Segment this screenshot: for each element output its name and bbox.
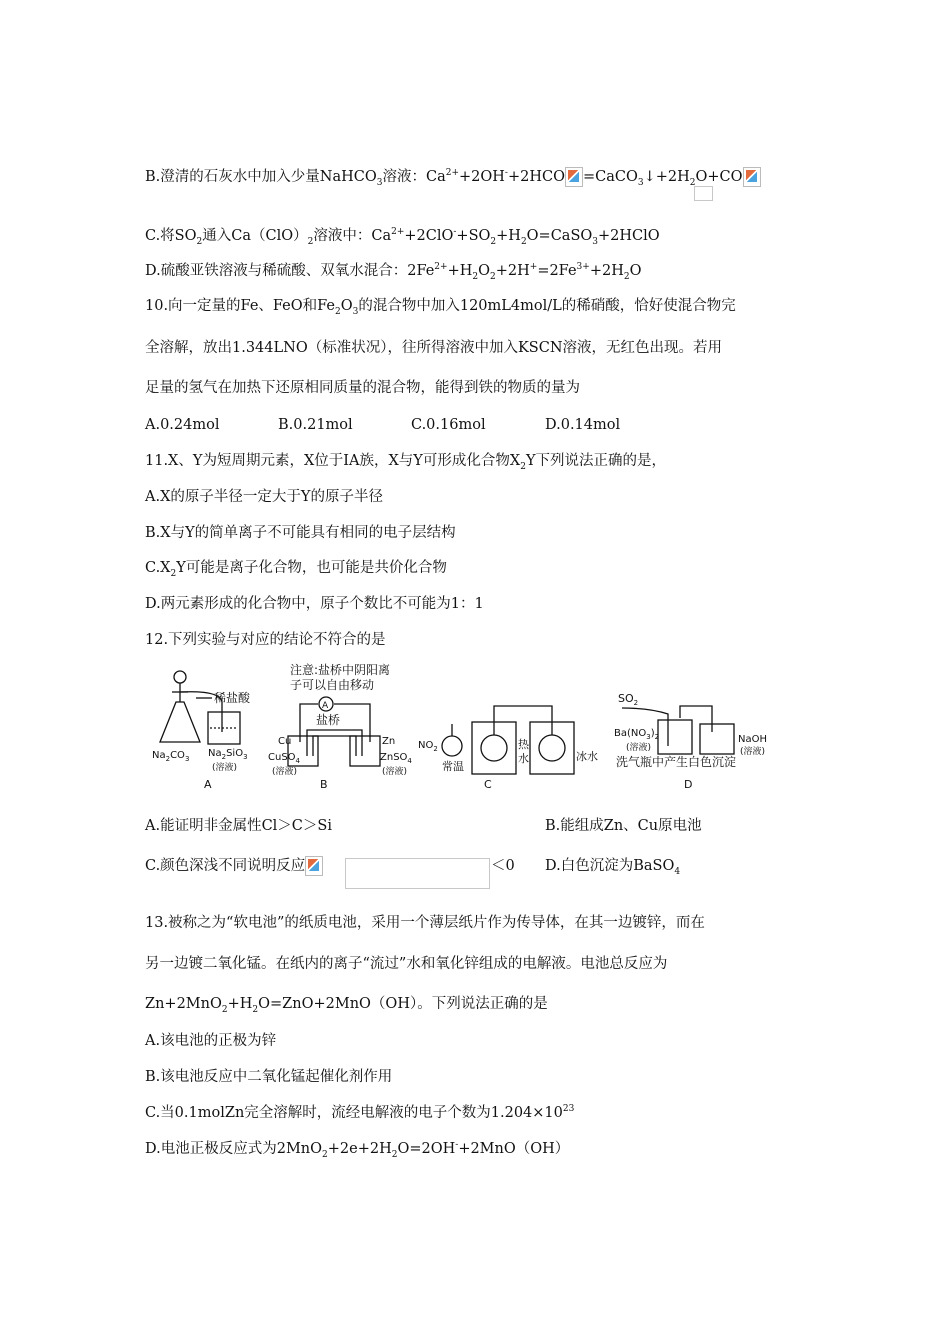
apparatus-a — [152, 671, 251, 791]
experiment-figure — [150, 662, 790, 794]
q13-option-b: B.该电池反应中二氧化锰起催化剂作用 — [145, 1069, 393, 1085]
q12-stem: 12.下列实验与对应的结论不符合的是 — [145, 632, 386, 648]
q13-option-d: D.电池正极反应式为$2MnO_2+2e+2H_2O=2OH^-+2MnO(OH)$ — [145, 1140, 570, 1160]
q11-option-a: A.X的原子半径一定大于Y的原子半径 — [145, 489, 383, 505]
broken-image-icon — [565, 167, 583, 187]
label-a: A — [204, 778, 212, 791]
c-hot-label1: 热 — [518, 738, 529, 751]
q13-stem-line3: $Zn+2MnO_2+H_2O=ZnO+2MnO(OH)$。下列说法正确的是 — [145, 996, 548, 1015]
label-d: D — [684, 778, 693, 791]
apparatus-d — [614, 692, 767, 791]
c-ice-label: 冰水 — [576, 750, 598, 763]
q11-option-b: B.X与Y的简单离子不可能具有相同的电子层结构 — [145, 525, 456, 541]
a-right-label: $Na_2SiO_3$ — [208, 748, 248, 761]
c-roomtemp-label: 常温 — [442, 760, 464, 773]
d-solution-right: (溶液) — [740, 747, 766, 757]
d-ba-label: $Ba(NO_3)_2$ — [614, 728, 660, 741]
apparatus-c — [418, 706, 598, 791]
b-solution-left: (溶液) — [272, 767, 298, 777]
q10-option-d: D.0.14mol — [545, 417, 621, 433]
q10-stem-line3: 足量的氢气在加热下还原相同质量的混合物，能得到铁的物质的量为 — [145, 380, 580, 396]
b-note-line1: 注意:盐桥中阴阳离 — [290, 663, 391, 677]
d-caption: 洗气瓶中产生白色沉淀 — [616, 755, 737, 769]
q11-option-c: $C.X_2Y$可能是离子化合物，也可能是共价化合物 — [145, 560, 447, 579]
b-zn-label: Zn — [382, 736, 396, 747]
q12-option-a: A.能证明非金属性Cl＞C＞Si — [145, 818, 332, 834]
b-bridge-label: 盐桥 — [316, 713, 341, 727]
c-hot-label2: 水 — [518, 752, 529, 765]
label-b: B — [320, 778, 328, 791]
apparatus-b — [268, 662, 412, 791]
q10-option-c: C.0.16mol — [411, 417, 486, 433]
q9-option-c: C.将$SO_2$通入$Ca(ClO)_2$溶液中：$Ca^{2+}+2ClO^-+SO_2+H_2O=CaSO_3+2HClO$ — [145, 227, 660, 247]
q13-stem-line2: 另一边镀二氧化锰。在纸内的离子“流过”水和氧化锌组成的电解液。电池总反应为 — [145, 956, 668, 972]
q9-option-b: B.澄清的石灰水中加入少量NaHCO$_3$溶液：$Ca^{2+}+2OH^-+2HCO$ $=CaCO_3↓+2H_2O+CO$ — [145, 167, 761, 187]
image-placeholder-frame — [345, 858, 490, 889]
q11-stem: 11.X、Y为短周期元素，X位于ⅠA族，X与Y可形成化合物$X_2Y$下列说法正确的是， — [145, 453, 667, 472]
b-meter-label: A — [322, 701, 329, 711]
q12-option-c: C.颜色深浅不同说明反应 — [145, 856, 323, 876]
a-solution-label: (溶液) — [212, 763, 238, 773]
a-left-label: $Na_2CO_3$ — [152, 750, 190, 763]
q12-option-d: D.白色沉淀为BaSO$_4$ — [545, 858, 681, 877]
label-c: C — [484, 778, 492, 791]
q12-option-c-suffix: ＜0 — [491, 858, 515, 874]
q10-stem-line1: 10.向一定量的Fe、FeO和$Fe_2O_3$的混合物中加入120mL4mol/L的稀硝酸，恰好使混合物完 — [145, 298, 736, 317]
b-znso4-label: ZnSO$_4$ — [380, 752, 412, 765]
q13-stem-line1: 13.被称之为“软电池”的纸质电池，采用一个薄层纸片作为传导体，在其一边镀锌，而在 — [145, 915, 705, 931]
q11-option-d: D.两元素形成的化合物中，原子个数比不可能为1：1 — [145, 596, 484, 612]
q10-option-b: B.0.21mol — [278, 417, 353, 433]
q10-stem-line2: 全溶解，放出1.344LNO（标准状况），往所得溶液中加入KSCN溶液，无红色出现。若用 — [145, 340, 723, 356]
c-no2-label: $NO_2$ — [418, 740, 438, 753]
q13-option-a: A.该电池的正极为锌 — [145, 1033, 277, 1049]
b-note-line2: 子可以自由移动 — [290, 678, 375, 692]
broken-image-icon — [305, 856, 323, 876]
broken-image-icon — [743, 167, 761, 187]
q12-option-b: B.能组成Zn、Cu原电池 — [545, 818, 702, 834]
b-cu-label: Cu — [278, 736, 292, 747]
d-solution-left: (溶液) — [626, 743, 652, 753]
q9-option-d: D.硫酸亚铁溶液与稀硫酸、双氧水混合：$2Fe^{2+}+H_2O_2+2H^+=2Fe^{3+}+2H_2O$ — [145, 262, 642, 282]
d-naoh-label: NaOH — [738, 734, 767, 745]
q13-option-c: C.当0.1molZn完全溶解时，流经电解液的电子个数为$1.204\times 10^{23}$ — [145, 1104, 575, 1121]
d-so2-label: $SO_2$ — [618, 692, 639, 707]
image-placeholder-frame — [694, 186, 713, 201]
b-solution-right: (溶液) — [382, 767, 408, 777]
a-acid-label: 稀盐酸 — [214, 691, 251, 705]
q10-option-a: A.0.24mol — [145, 417, 220, 433]
b-cuso4-label: CuSO$_4$ — [268, 752, 301, 765]
